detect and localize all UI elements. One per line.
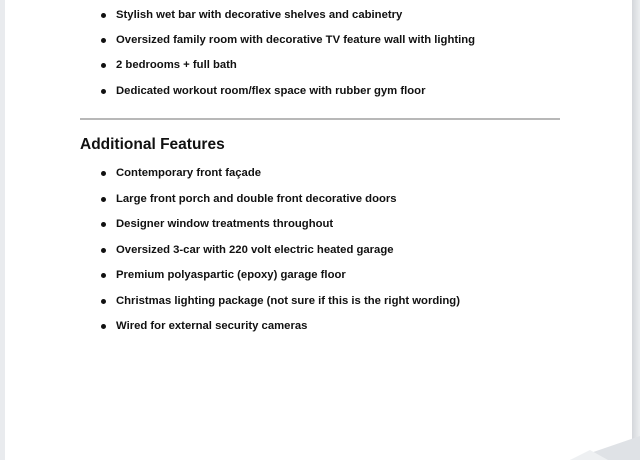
list-item-text: 2 bedrooms + full bath xyxy=(116,59,237,71)
list-item-text: Premium polyaspartic (epoxy) garage floor xyxy=(116,269,346,281)
bullet-icon xyxy=(101,248,106,253)
list-item-text: Wired for external security cameras xyxy=(116,320,308,332)
bullet-icon xyxy=(101,324,106,329)
bullet-icon xyxy=(101,222,106,227)
bullet-icon xyxy=(101,63,106,68)
list-item xyxy=(116,192,397,206)
page-curl-icon xyxy=(560,436,640,460)
list-item xyxy=(116,294,460,308)
list-item-text: Contemporary front façade xyxy=(116,167,262,179)
list-item xyxy=(116,319,307,333)
bullet-icon xyxy=(101,38,106,43)
list-item-text: Oversized 3-car with 220 volt electric heated garage xyxy=(116,244,394,256)
bullet-icon xyxy=(101,13,106,18)
bullet-icon xyxy=(101,89,106,94)
list-item-text: Stylish wet bar with decorative shelves and cabinetry xyxy=(116,9,403,21)
section-divider xyxy=(80,118,560,120)
list-item xyxy=(116,217,333,231)
list-item xyxy=(116,33,475,47)
list-item xyxy=(116,58,237,72)
list-item xyxy=(116,8,402,22)
section-heading: Additional Features xyxy=(80,136,225,153)
list-item-text: Large front porch and double front decorative doors xyxy=(116,193,397,205)
list-item xyxy=(116,84,425,98)
list-item xyxy=(116,166,261,180)
list-item xyxy=(116,268,346,282)
bullet-icon xyxy=(101,299,106,304)
list-item-text: Christmas lighting package (not sure if this is the right wording) xyxy=(116,295,460,307)
bullet-icon xyxy=(101,171,106,176)
list-item-text: Oversized family room with decorative TV feature wall with lighting xyxy=(116,34,476,46)
document-page xyxy=(5,0,632,460)
bullet-icon xyxy=(101,197,106,202)
list-item-text: Designer window treatments throughout xyxy=(116,218,334,230)
bullet-icon xyxy=(101,273,106,278)
viewer-scroll-edge xyxy=(632,0,640,460)
list-item-text: Dedicated workout room/flex space with rubber gym floor xyxy=(116,85,426,97)
list-item xyxy=(116,243,394,257)
